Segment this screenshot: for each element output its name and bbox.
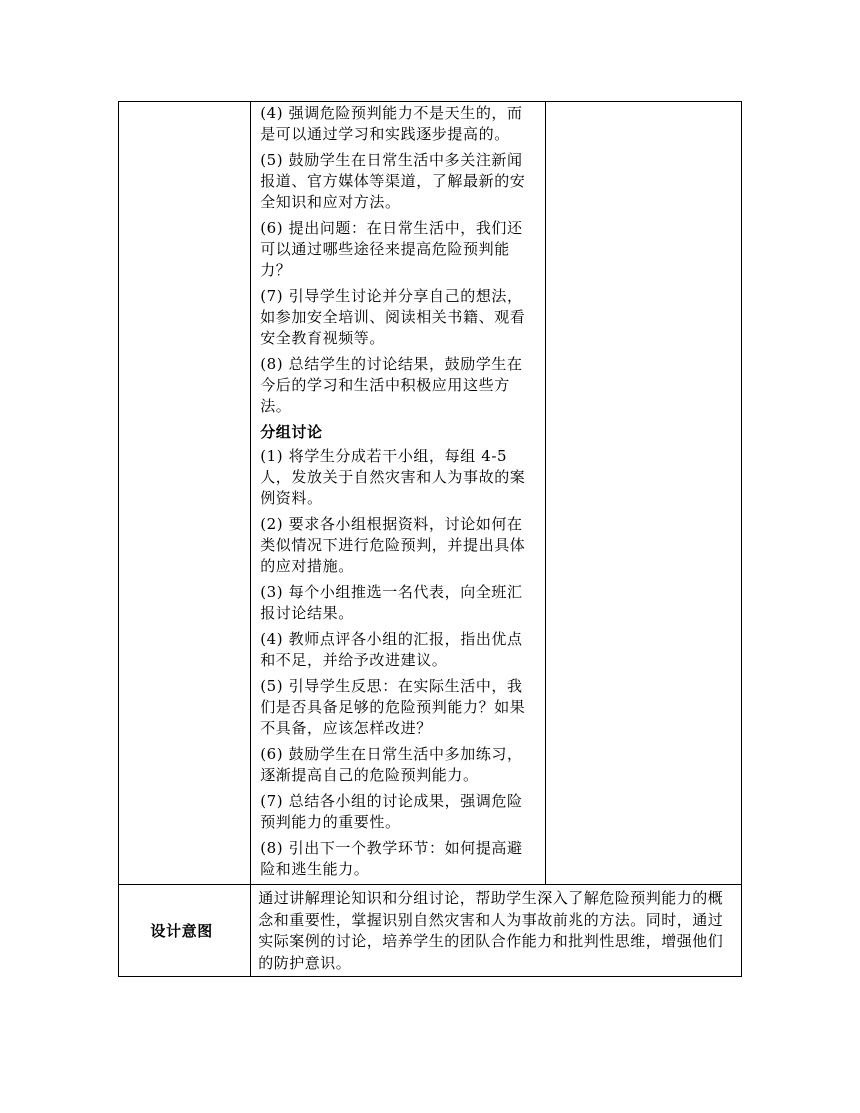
design-intent-label: 设计意图: [150, 922, 213, 940]
design-intent-content-cell: [251, 885, 742, 977]
activity-step: (6) 提出问题：在日常生活中，我们还可以通过哪些途径来提高危险预判能力？: [260, 219, 523, 279]
activity-step: (7) 引导学生讨论并分享自己的想法，如参加安全培训、阅读相关书籍、观看安全教育视频等。: [260, 287, 526, 347]
activity-step: (5) 鼓励学生在日常生活中多关注新闻报道、官方媒体等渠道，了解最新的安全知识和应对方法。: [260, 151, 526, 211]
discussion-step: (1) 将学生分成若干小组，每组 4-5 人，发放关于自然灾害和人为事故的案例资料。: [260, 447, 526, 507]
design-intent-text: 通过讲解理论知识和分组讨论，帮助学生深入了解危险预判能力的概念和重要性，掌握识别自然灾害和人为事故前兆的方法。同时，通过实际案例的讨论，培养学生的团队合作能力和批判性思维，增强他们的防护意识。: [258, 889, 724, 972]
activity-notes-cell: [545, 102, 741, 885]
discussion-step: (5) 引导学生反思：在实际生活中，我们是否具备足够的危险预判能力？如果不具备，应该怎样改进？: [260, 677, 526, 737]
group-discussion-heading: 分组讨论: [260, 423, 323, 441]
design-intent-label-cell: [119, 885, 251, 977]
discussion-step: (2) 要求各小组根据资料，讨论如何在类似情况下进行危险预判，并提出具体的应对措施。: [260, 515, 526, 575]
lesson-plan-table: [118, 101, 742, 977]
activity-content-cell: [251, 102, 545, 885]
activity-row: [119, 102, 742, 885]
discussion-step: (6) 鼓励学生在日常生活中多加练习，逐渐提高自己的危险预判能力。: [260, 745, 523, 784]
discussion-step: (3) 每个小组推选一名代表，向全班汇报讨论结果。: [260, 583, 523, 622]
activity-content: [251, 102, 544, 884]
activity-step: (4) 强调危险预判能力不是天生的，而是可以通过学习和实践逐步提高的。: [260, 104, 523, 143]
design-intent-row: [119, 885, 742, 977]
activity-step: (8) 总结学生的讨论结果，鼓励学生在今后的学习和生活中积极应用这些方法。: [260, 355, 523, 415]
discussion-step: (8) 引出下一个教学环节：如何提高避险和逃生能力。: [260, 839, 523, 878]
activity-label-cell: [119, 102, 251, 885]
discussion-step: (4) 教师点评各小组的汇报，指出优点和不足，并给予改进建议。: [260, 630, 523, 669]
discussion-step: (7) 总结各小组的讨论成果，强调危险预判能力的重要性。: [260, 792, 523, 831]
